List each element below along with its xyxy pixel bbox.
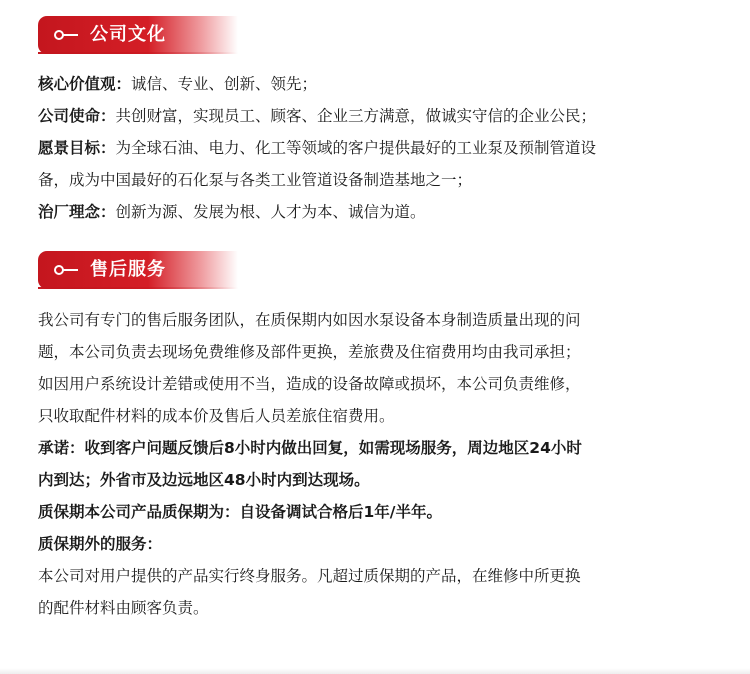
culture-line-vision-cont [38,164,718,196]
culture-line-mission [38,100,718,132]
culture-line-vision [38,132,718,164]
line-text: 诚信、专业、创新、领先； [131,75,318,93]
bottom-divider [0,668,750,674]
post-warranty-heading: 质保期外的服务： [38,535,163,553]
culture-content [38,68,718,228]
section-title: 售后服务 [90,259,166,280]
promise-line: 内到达；外省市及边远地区48小时内到达现场。 [38,471,370,489]
paragraph-line: 只收取配件材料的成本价及售后人员差旅住宿费用。 [38,407,395,425]
culture-line-philosophy [38,196,718,228]
warranty-period-line: 质保期本公司产品质保期为：自设备调试合格后1年/半年。 [38,503,442,521]
bullet-line-icon [54,30,78,40]
line-label: 核心价值观： [38,75,132,93]
section-header-aftersales [38,251,238,289]
line-text: 为全球石油、电力、化工等领域的客户提供最好的工业泵及预制管道设 [115,139,597,157]
section-header-culture [38,16,238,54]
paragraph-line: 的配件材料由顾客负责。 [38,599,209,617]
line-text: 共创财富，实现员工、顾客、企业三方满意，做诚实守信的企业公民； [115,107,597,125]
paragraph-line: 我公司有专门的售后服务团队，在质保期内如因水泵设备本身制造质量出现的问 [38,311,581,329]
paragraph-line: 如因用户系统设计差错或使用不当，造成的设备故障或损坏，本公司负责维修， [38,375,581,393]
line-text: 备，成为中国最好的石化泵与各类工业管道设备制造基地之一； [38,171,473,189]
bullet-line-icon [54,265,78,275]
promise-line: 承诺：收到客户问题反馈后8小时内做出回复，如需现场服务，周边地区24小时 [38,439,582,457]
line-label: 愿景目标： [38,139,116,157]
paragraph-line: 本公司对用户提供的产品实行终身服务。凡超过质保期的产品，在维修中所更换 [38,567,581,585]
line-label: 治厂理念： [38,203,116,221]
section-title: 公司文化 [90,24,166,45]
paragraph-line: 题，本公司负责去现场免费维修及部件更换，差旅费及住宿费用均由我司承担； [38,343,581,361]
culture-line-values [38,68,718,100]
aftersales-content [38,304,718,624]
line-label: 公司使命： [38,107,116,125]
line-text: 创新为源、发展为根、人才为本、诚信为道。 [115,203,426,221]
